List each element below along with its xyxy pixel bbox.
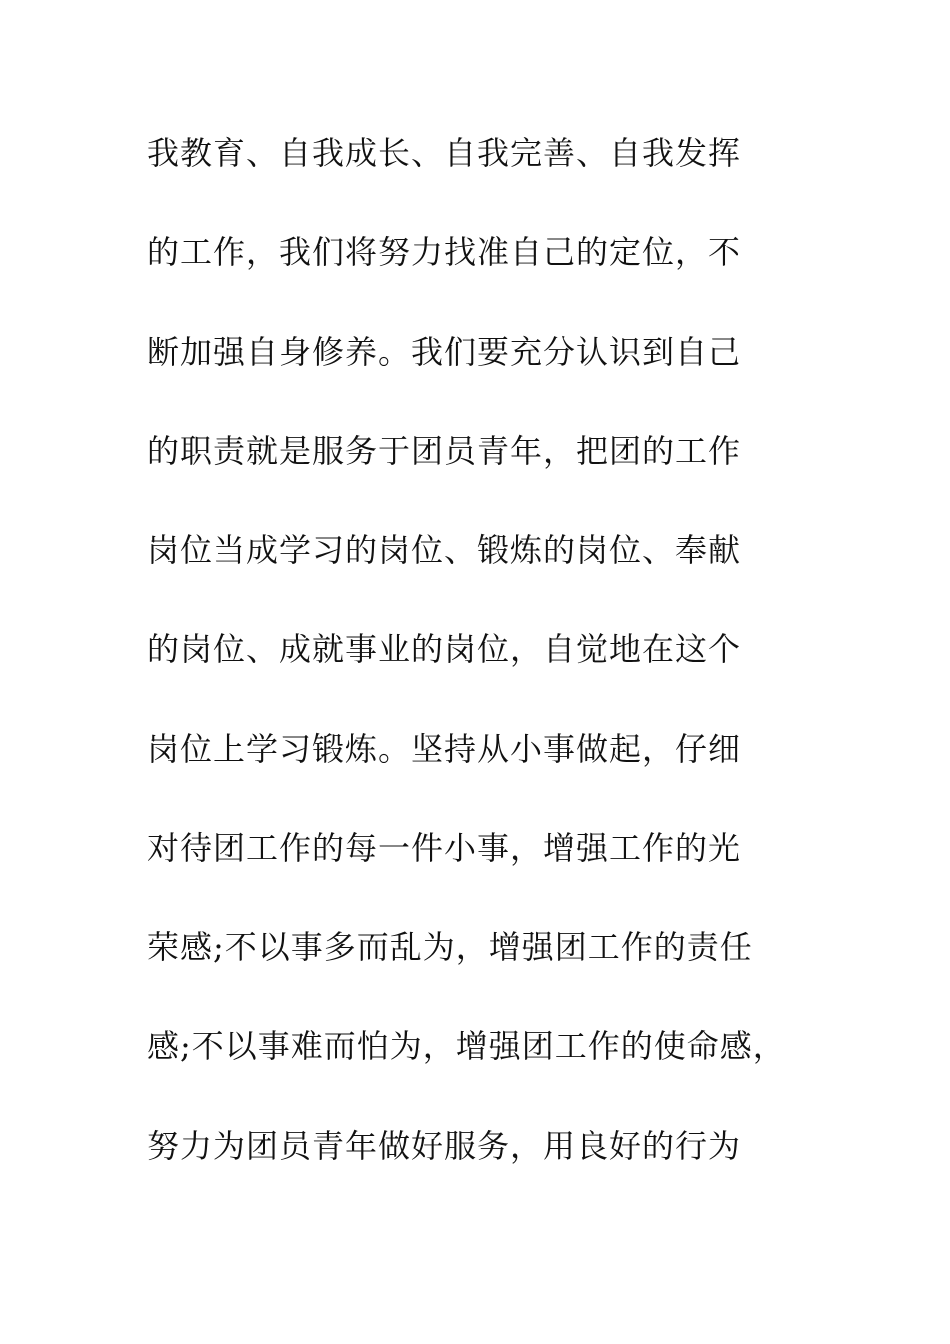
text-line-5: 岗位当成学习的岗位、锻炼的岗位、奉献 xyxy=(147,531,742,569)
text-line-1: 我教育、自我成长、自我完善、自我发挥 xyxy=(147,134,742,172)
text-line-3: 断加强自身修养。我们要充分认识到自己 xyxy=(147,333,742,371)
text-line-6: 的岗位、成就事业的岗位，自觉地在这个 xyxy=(147,630,742,668)
text-line-10: 感;不以事难而怕为，增强团工作的使命感， xyxy=(147,1027,786,1065)
text-line-9: 荣感;不以事多而乱为，增强团工作的责任 xyxy=(147,928,753,966)
text-line-4: 的职责就是服务于团员青年，把团的工作 xyxy=(147,432,742,470)
text-line-8: 对待团工作的每一件小事，增强工作的光 xyxy=(147,829,742,867)
text-line-2: 的工作，我们将努力找准自己的定位，不 xyxy=(147,233,742,271)
text-line-11: 努力为团员青年做好服务，用良好的行为 xyxy=(147,1127,742,1165)
text-line-7: 岗位上学习锻炼。坚持从小事做起，仔细 xyxy=(147,730,742,768)
